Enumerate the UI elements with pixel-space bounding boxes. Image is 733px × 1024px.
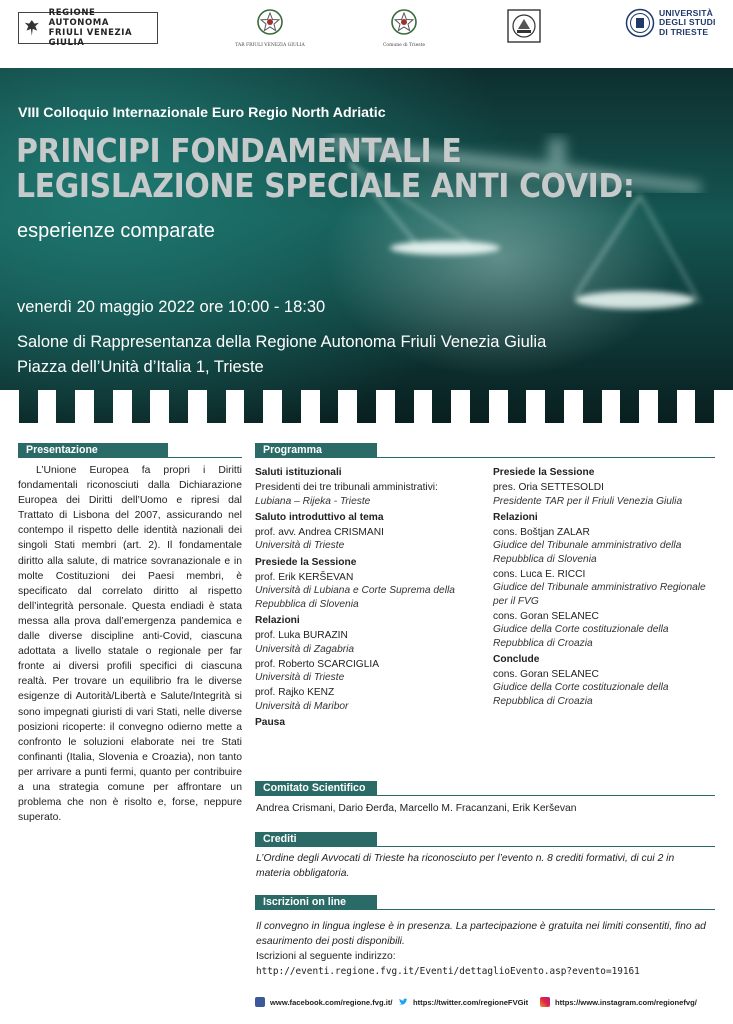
university-seal-icon (625, 8, 655, 38)
iscrizioni-link[interactable]: http://eventi.regione.fvg.it/Eventi/dettaglioEvento.asp?evento=19161 (256, 966, 640, 977)
instagram-icon (540, 997, 550, 1007)
presiede-affiliation-line2: Repubblica di Slovenia (255, 598, 359, 610)
section-rule (377, 457, 715, 458)
event-kicker: VIII Colloquio Internazionale Euro Regio North Adriatic (18, 105, 386, 121)
saluti-affiliation: Lubiana – Rijeka - Trieste (255, 495, 371, 507)
programma-heading: Programma (255, 443, 377, 458)
tar-logo (232, 8, 308, 48)
iscrizioni-heading: Iscrizioni on line (255, 895, 377, 910)
conclude-name: cons. Goran SELANEC (493, 669, 599, 681)
twitter-link[interactable] (398, 997, 528, 1007)
relatore-affiliation-line1: Giudice della Corte costituzionale della (493, 624, 669, 636)
crediti-line1: L’Ordine degli Avvocati di Trieste ha riconosciuto per l’evento n. 8 crediti formativi, di cui 2 in (256, 853, 675, 864)
region-name-line1: REGIONE AUTONOMA (48, 8, 110, 28)
tar-caption: TAR FRIULI VENEZIA GIULIA (235, 43, 305, 48)
facebook-link[interactable] (255, 997, 393, 1007)
presiede-name: pres. Oria SETTESOLDI (493, 482, 604, 494)
programma-right-column (493, 466, 718, 708)
section-rule (377, 846, 715, 847)
relatore-affiliation: Università di Zagabria (255, 643, 355, 655)
event-subtitle: esperienze comparate (17, 220, 215, 242)
comune-caption: Comune di Trieste (382, 43, 426, 48)
pausa-heading: Pausa (255, 717, 286, 729)
intro-heading: Saluto introduttivo al tema (255, 511, 384, 523)
relatore-affiliation-line1: Giudice del Tribunale amministrativo della (493, 540, 682, 552)
event-venue (17, 330, 546, 380)
relatore-name: cons. Boštjan ZALAR (493, 527, 590, 539)
presiede-affiliation: Presidente TAR per il Friuli Venezia Giulia (493, 495, 683, 507)
iscrizioni-text (256, 919, 718, 979)
relatore-affiliation: Università di Maribor (255, 700, 349, 712)
university-line2: DEGLI STUDI (659, 17, 716, 28)
presiede-heading: Presiede la Sessione (493, 467, 595, 478)
event-title-line2: LEGISLAZIONE SPECIALE ANTI COVID: (16, 167, 635, 205)
intro-affiliation: Università di Trieste (255, 540, 345, 552)
crediti-heading: Crediti (255, 832, 377, 847)
relatore-name: cons. Luca E. RICCI (493, 569, 586, 581)
relazioni-heading: Relazioni (493, 511, 538, 523)
saluti-heading: Saluti istituzionali (255, 467, 342, 478)
saluti-name: Presidenti dei tre tribunali amministrativi: (255, 482, 438, 494)
relatore-affiliation-line1: Giudice del Tribunale amministrativo Regionale (493, 582, 706, 594)
region-name-line2: FRIULI VENEZIA GIULIA (48, 28, 133, 48)
relatore-affiliation-line2: Repubblica di Croazia (493, 637, 593, 649)
relatore-affiliation-line2: per il FVG (493, 595, 539, 607)
relatore-affiliation: Università di Trieste (255, 672, 345, 684)
venue-line1: Salone di Rappresentanza della Regione Autonoma Friuli Venezia Giulia (17, 333, 547, 351)
seal-icon (506, 8, 542, 44)
film-strip-border (0, 390, 733, 423)
instagram-url: https://www.instagram.com/regionefvg/ (555, 997, 697, 1007)
crediti-text (256, 851, 718, 881)
region-logo (18, 8, 158, 48)
presentazione-text: L’Unione Europea fa propri i Diritti fondamentali riconosciuti dalla Dichiarazione Europea dei Diritti dell’Uomo e ripresi dal Trattato di Lisbona del 2007, assicurando nel contempo il rispetto delle identità nazionali dei singoli Stati membri (art. 2). Il fondamentale diritto alla salute, di matrice sovranazionale e in molte Costituzioni dei Paesi membri, è specificato dal correlato diritto al rispetto dell’integrità personale. Questa endiadi è stata messa alla prova dall’emergenza pandemica e dalle diverse discipline anti-Covid, ciascuna adottata a livello statale o regionale per far fronte ai diversi profili specifici di ciascuna realtà. Per trovare un equilibrio fra le diverse esigenze di Autorità/Libertà e Salute/Integrità si sono impegnati giuristi di vari Stati, nelle diverse posizioni ricoperte: il convegno odierno mette a confronto le soluzioni elaborate nei tre Stati confinanti (Italia, Slovenia e Croazia), non tanto per arrivare a punti fermi, quanto per contribuire a una strategia comune per affrontare un problema che non è risolto e, forse, neppure superato. (18, 465, 242, 824)
venue-line2: Piazza dell’Unità d’Italia 1, Trieste (17, 358, 264, 376)
relatore-name: prof. Luka BURAZIN (255, 630, 348, 642)
presiede-name: prof. Erik KERŠEVAN (255, 572, 354, 584)
iscrizioni-line1: Il convegno in lingua inglese è in presenza. La partecipazione è gratuita nei limiti consentiti, fino ad (256, 921, 706, 932)
comune-logo (376, 8, 432, 48)
logo-strip (0, 0, 733, 60)
relazioni-heading: Relazioni (255, 614, 300, 626)
italian-emblem-icon (232, 8, 308, 38)
programma-left-column (255, 466, 480, 729)
event-date: venerdì 20 maggio 2022 ore 10:00 - 18:30 (17, 298, 326, 316)
university-logo (625, 8, 716, 38)
conclude-affiliation-line2: Repubblica di Croazia (493, 695, 593, 707)
facebook-icon (255, 997, 265, 1007)
event-title-line1: PRINCIPI FONDAMENTALI E (16, 132, 462, 170)
university-line3: DI TRIESTE (659, 26, 709, 37)
eagle-icon (23, 17, 41, 39)
presentazione-heading: Presentazione (18, 443, 168, 458)
comitato-heading: Comitato Scientifico (255, 781, 377, 796)
presiede-affiliation-line1: Università di Lubiana e Corte Suprema della (255, 585, 455, 597)
conclude-affiliation-line1: Giudice della Corte costituzionale della (493, 682, 669, 694)
relatore-affiliation-line2: Repubblica di Slovenia (493, 553, 597, 565)
relatore-name: cons. Goran SELANEC (493, 610, 599, 622)
facebook-url: www.facebook.com/regione.fvg.it/ (270, 997, 393, 1007)
twitter-icon (398, 997, 408, 1007)
section-rule (168, 457, 242, 458)
comitato-members: Andrea Crismani, Dario Đerđa, Marcello M. Fracanzani, Erik Kerševan (256, 803, 577, 814)
iscrizioni-line2: esaurimento dei posti disponibili. (256, 936, 405, 947)
section-rule (377, 909, 715, 910)
university-line1: UNIVERSITÀ (659, 7, 714, 18)
section-rule (377, 795, 715, 796)
instagram-link[interactable] (540, 997, 697, 1007)
conclude-heading: Conclude (493, 653, 540, 665)
intro-name: prof. avv. Andrea CRISMANI (255, 527, 384, 539)
crediti-line2: materia obbligatoria. (256, 868, 350, 879)
event-title (16, 134, 634, 204)
iscrizioni-line3: Iscrizioni al seguente indirizzo: (256, 951, 396, 962)
hero-banner (0, 68, 733, 423)
relatore-name: prof. Rajko KENZ (255, 687, 335, 699)
twitter-url: https://twitter.com/regioneFVGit (413, 997, 529, 1007)
italian-emblem-icon (376, 8, 432, 38)
presiede-heading: Presiede la Sessione (255, 556, 357, 568)
relatore-name: prof. Roberto SCARCIGLIA (255, 658, 379, 670)
